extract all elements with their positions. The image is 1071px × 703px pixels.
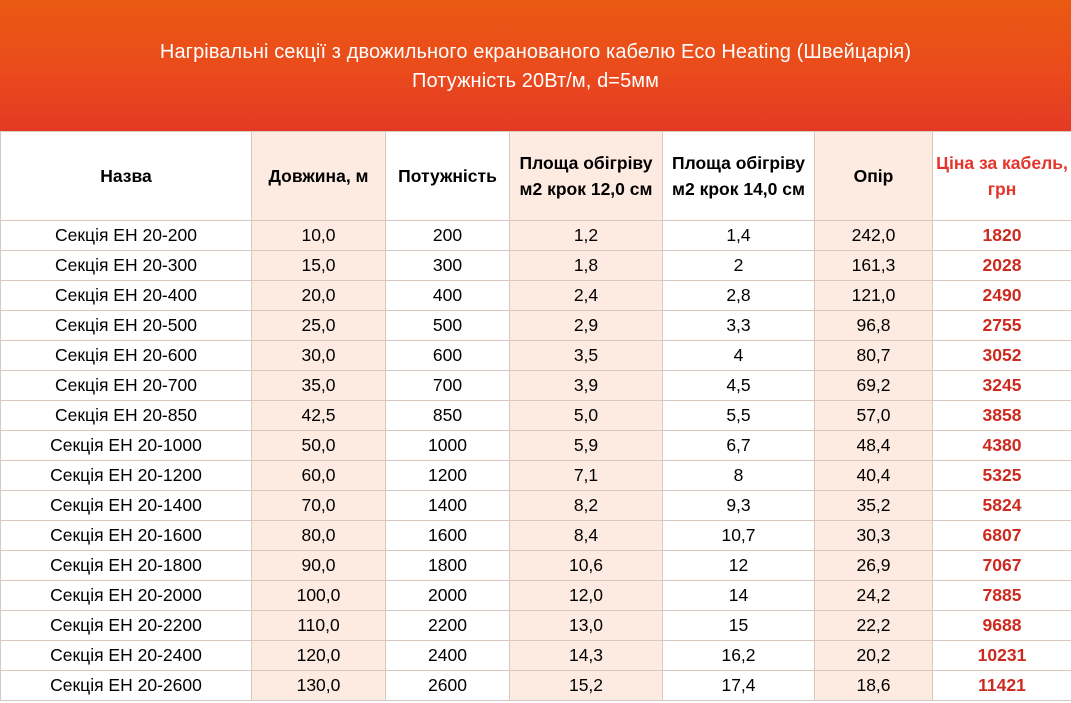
cell-resistance: 242,0 bbox=[815, 221, 933, 251]
cell-area-12cm: 2,9 bbox=[510, 311, 663, 341]
title-line-1: Нагрівальні секції з двожильного екранованого кабелю Eco Heating (Швейцарія) bbox=[159, 40, 912, 63]
cell-length: 25,0 bbox=[252, 311, 386, 341]
cell-area-12cm: 8,4 bbox=[510, 521, 663, 551]
cell-area-12cm: 10,6 bbox=[510, 551, 663, 581]
table-row bbox=[1, 401, 1071, 431]
cell-name: Секція EH 20-2400 bbox=[1, 641, 252, 671]
cell-name: Секція EH 20-2200 bbox=[1, 611, 252, 641]
table-row bbox=[1, 341, 1071, 371]
cell-resistance: 26,9 bbox=[815, 551, 933, 581]
cell-length: 110,0 bbox=[252, 611, 386, 641]
cell-price: 2490 bbox=[933, 281, 1071, 311]
cell-power: 300 bbox=[386, 251, 510, 281]
table-row bbox=[1, 461, 1071, 491]
title-line-2: Потужність 20Вт/м, d=5мм bbox=[412, 69, 659, 92]
cell-power: 850 bbox=[386, 401, 510, 431]
cell-area-14cm: 12 bbox=[663, 551, 815, 581]
cell-resistance: 24,2 bbox=[815, 581, 933, 611]
cell-power: 1400 bbox=[386, 491, 510, 521]
cell-resistance: 35,2 bbox=[815, 491, 933, 521]
cell-resistance: 20,2 bbox=[815, 641, 933, 671]
cell-power: 200 bbox=[386, 221, 510, 251]
cell-area-14cm: 1,4 bbox=[663, 221, 815, 251]
cell-resistance: 121,0 bbox=[815, 281, 933, 311]
cell-resistance: 80,7 bbox=[815, 341, 933, 371]
cell-area-12cm: 14,3 bbox=[510, 641, 663, 671]
cell-name: Секція EH 20-1800 bbox=[1, 551, 252, 581]
cell-length: 130,0 bbox=[252, 671, 386, 701]
cell-area-14cm: 10,7 bbox=[663, 521, 815, 551]
cell-area-14cm: 2,8 bbox=[663, 281, 815, 311]
cell-power: 2200 bbox=[386, 611, 510, 641]
title-banner bbox=[0, 0, 1071, 131]
cell-resistance: 96,8 bbox=[815, 311, 933, 341]
cell-area-12cm: 8,2 bbox=[510, 491, 663, 521]
cell-area-12cm: 13,0 bbox=[510, 611, 663, 641]
table-row bbox=[1, 551, 1071, 581]
cell-power: 2600 bbox=[386, 671, 510, 701]
cell-power: 1200 bbox=[386, 461, 510, 491]
cell-price: 3052 bbox=[933, 341, 1071, 371]
table-header-row bbox=[1, 132, 1071, 221]
table-row bbox=[1, 251, 1071, 281]
cell-name: Секція EH 20-400 bbox=[1, 281, 252, 311]
cell-resistance: 69,2 bbox=[815, 371, 933, 401]
cell-area-12cm: 1,2 bbox=[510, 221, 663, 251]
table-row bbox=[1, 491, 1071, 521]
cell-length: 60,0 bbox=[252, 461, 386, 491]
cell-length: 15,0 bbox=[252, 251, 386, 281]
cell-length: 90,0 bbox=[252, 551, 386, 581]
table-row bbox=[1, 611, 1071, 641]
cell-name: Секція EH 20-1000 bbox=[1, 431, 252, 461]
cell-price: 11421 bbox=[933, 671, 1071, 701]
cell-resistance: 40,4 bbox=[815, 461, 933, 491]
cell-area-12cm: 2,4 bbox=[510, 281, 663, 311]
cell-name: Секція EH 20-1600 bbox=[1, 521, 252, 551]
cell-name: Секція EH 20-2000 bbox=[1, 581, 252, 611]
cell-resistance: 30,3 bbox=[815, 521, 933, 551]
cell-area-14cm: 16,2 bbox=[663, 641, 815, 671]
table-row bbox=[1, 221, 1071, 251]
cell-area-14cm: 6,7 bbox=[663, 431, 815, 461]
cell-name: Секція EH 20-600 bbox=[1, 341, 252, 371]
cell-length: 42,5 bbox=[252, 401, 386, 431]
column-header-resistance: Опір bbox=[815, 132, 933, 221]
cell-power: 600 bbox=[386, 341, 510, 371]
column-header-length: Довжина, м bbox=[252, 132, 386, 221]
cell-area-14cm: 3,3 bbox=[663, 311, 815, 341]
cell-area-12cm: 5,9 bbox=[510, 431, 663, 461]
cell-power: 1600 bbox=[386, 521, 510, 551]
cell-length: 30,0 bbox=[252, 341, 386, 371]
cell-length: 120,0 bbox=[252, 641, 386, 671]
cell-price: 5325 bbox=[933, 461, 1071, 491]
cell-price: 6807 bbox=[933, 521, 1071, 551]
column-header-area-12cm: Площа обігріву м2 крок 12,0 см bbox=[510, 132, 663, 221]
cell-length: 80,0 bbox=[252, 521, 386, 551]
cell-power: 1000 bbox=[386, 431, 510, 461]
table-row bbox=[1, 431, 1071, 461]
cell-area-12cm: 5,0 bbox=[510, 401, 663, 431]
cell-price: 7067 bbox=[933, 551, 1071, 581]
cell-area-12cm: 12,0 bbox=[510, 581, 663, 611]
table-row bbox=[1, 281, 1071, 311]
table-row bbox=[1, 521, 1071, 551]
cell-price: 3245 bbox=[933, 371, 1071, 401]
cell-area-14cm: 5,5 bbox=[663, 401, 815, 431]
cell-name: Секція EH 20-850 bbox=[1, 401, 252, 431]
column-header-name: Назва bbox=[1, 132, 252, 221]
cell-price: 5824 bbox=[933, 491, 1071, 521]
cell-area-14cm: 4,5 bbox=[663, 371, 815, 401]
cell-name: Секція EH 20-300 bbox=[1, 251, 252, 281]
cell-area-12cm: 1,8 bbox=[510, 251, 663, 281]
cell-price: 4380 bbox=[933, 431, 1071, 461]
cell-name: Секція EH 20-2600 bbox=[1, 671, 252, 701]
cell-area-12cm: 3,9 bbox=[510, 371, 663, 401]
cell-price: 9688 bbox=[933, 611, 1071, 641]
cell-resistance: 18,6 bbox=[815, 671, 933, 701]
cell-name: Секція EH 20-200 bbox=[1, 221, 252, 251]
cell-length: 100,0 bbox=[252, 581, 386, 611]
cell-power: 2400 bbox=[386, 641, 510, 671]
table-row bbox=[1, 581, 1071, 611]
cell-area-12cm: 15,2 bbox=[510, 671, 663, 701]
cell-price: 3858 bbox=[933, 401, 1071, 431]
cell-area-14cm: 14 bbox=[663, 581, 815, 611]
cell-name: Секція EH 20-700 bbox=[1, 371, 252, 401]
cell-length: 70,0 bbox=[252, 491, 386, 521]
cell-area-14cm: 9,3 bbox=[663, 491, 815, 521]
cell-area-14cm: 15 bbox=[663, 611, 815, 641]
cell-area-14cm: 4 bbox=[663, 341, 815, 371]
cell-area-14cm: 8 bbox=[663, 461, 815, 491]
cell-name: Секція EH 20-1200 bbox=[1, 461, 252, 491]
cell-resistance: 57,0 bbox=[815, 401, 933, 431]
cell-name: Секція EH 20-500 bbox=[1, 311, 252, 341]
cell-resistance: 22,2 bbox=[815, 611, 933, 641]
cell-price: 2028 bbox=[933, 251, 1071, 281]
cell-length: 50,0 bbox=[252, 431, 386, 461]
column-header-price: Ціна за кабель, грн bbox=[933, 132, 1071, 221]
cell-power: 400 bbox=[386, 281, 510, 311]
cell-length: 35,0 bbox=[252, 371, 386, 401]
column-header-area-14cm: Площа обігріву м2 крок 14,0 см bbox=[663, 132, 815, 221]
cell-price: 10231 bbox=[933, 641, 1071, 671]
cell-power: 500 bbox=[386, 311, 510, 341]
table-row bbox=[1, 671, 1071, 701]
price-table bbox=[0, 131, 1071, 701]
cell-name: Секція EH 20-1400 bbox=[1, 491, 252, 521]
cell-area-12cm: 3,5 bbox=[510, 341, 663, 371]
cell-price: 1820 bbox=[933, 221, 1071, 251]
cell-power: 700 bbox=[386, 371, 510, 401]
table-row bbox=[1, 371, 1071, 401]
table-row bbox=[1, 641, 1071, 671]
cell-length: 10,0 bbox=[252, 221, 386, 251]
column-header-power: Потужність bbox=[386, 132, 510, 221]
cell-price: 2755 bbox=[933, 311, 1071, 341]
cell-area-12cm: 7,1 bbox=[510, 461, 663, 491]
cell-resistance: 161,3 bbox=[815, 251, 933, 281]
cell-power: 1800 bbox=[386, 551, 510, 581]
cell-length: 20,0 bbox=[252, 281, 386, 311]
cell-resistance: 48,4 bbox=[815, 431, 933, 461]
table-row bbox=[1, 311, 1071, 341]
cell-power: 2000 bbox=[386, 581, 510, 611]
cell-area-14cm: 2 bbox=[663, 251, 815, 281]
table-body bbox=[1, 221, 1071, 701]
cell-area-14cm: 17,4 bbox=[663, 671, 815, 701]
cell-price: 7885 bbox=[933, 581, 1071, 611]
